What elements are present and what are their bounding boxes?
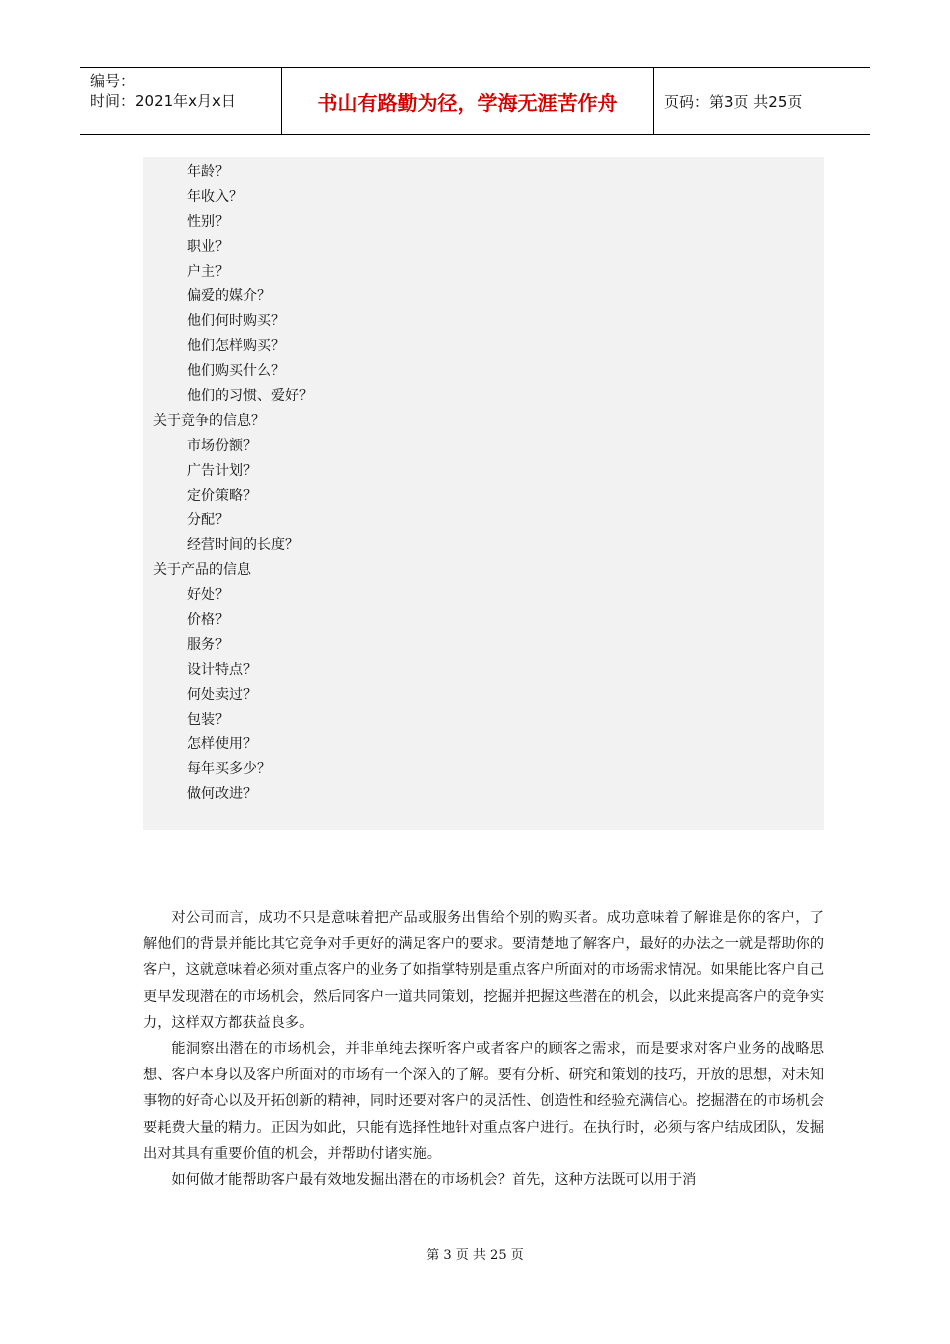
list-item: 性别？ xyxy=(187,213,229,230)
list-item: 何处卖过？ xyxy=(187,686,257,703)
list-item: 服务？ xyxy=(187,636,229,653)
document-date: 时间：2021年x月x日 xyxy=(90,92,236,110)
header-motto: 书山有路勤为径，学海无涯苦作舟 xyxy=(282,68,654,134)
header-page-number: 页码：第3页 共25页 xyxy=(664,92,803,111)
header-meta-cell xyxy=(80,68,282,134)
list-item: 每年买多少？ xyxy=(187,761,271,778)
list-item: 广告计划？ xyxy=(187,462,257,479)
list-item: 偏爱的媒介？ xyxy=(187,288,271,305)
list-item: 户主？ xyxy=(187,263,229,280)
list-item: 他们的习惯、爱好？ xyxy=(187,388,313,405)
document-number-label: 编号： xyxy=(90,72,136,90)
body-text xyxy=(143,905,824,1193)
page-footer: 第 3 页 共 25 页 xyxy=(426,1248,524,1263)
list-item: 经营时间的长度？ xyxy=(187,537,299,554)
list-item: 分配？ xyxy=(187,512,229,529)
paragraph: 如何做才能帮助客户最有效地发掘出潜在的市场机会？首先，这种方法既可以用于消 xyxy=(171,1172,697,1189)
list-item: 好处？ xyxy=(187,587,229,604)
list-item: 设计特点？ xyxy=(187,661,257,678)
list-section-heading: 关于产品的信息 xyxy=(153,562,251,579)
list-item: 价格？ xyxy=(187,612,229,629)
list-item: 他们购买什么？ xyxy=(187,363,285,380)
list-item: 职业？ xyxy=(187,238,229,255)
list-item: 怎样使用？ xyxy=(187,736,257,753)
list-item: 定价策略？ xyxy=(187,487,257,504)
question-list-box xyxy=(143,157,824,830)
paragraph: 能洞察出潜在的市场机会，并非单纯去探听客户或者客户的顾客之需求，而是要求对客户业务的战略思想、客户本身以及客户所面对的市场有一个深入的了解。要有分析、研究和策划的技巧，开放的思想，对未知事物的好奇心以及开拓创新的精神，同时还要对客户的灵活性、创造性和经验充满信心。挖掘潜在的市场机会要耗费大量的精力。正因为如此，只能有选择性地针对重点客户进行。在执行时，必须与客户结成团队，发掘出对其具有重要价值的机会，并帮助付诸实施。 xyxy=(143,1041,825,1162)
list-item: 年收入？ xyxy=(187,188,243,205)
list-item: 他们何时购买？ xyxy=(187,313,285,330)
list-section-heading: 关于竞争的信息？ xyxy=(153,412,265,429)
list-item: 市场份额？ xyxy=(187,437,257,454)
list-item: 他们怎样购买？ xyxy=(187,338,285,355)
list-item: 年龄？ xyxy=(187,164,229,180)
header-table xyxy=(80,67,870,135)
list-item: 包装？ xyxy=(187,711,229,728)
paragraph: 对公司而言，成功不只是意味着把产品或服务出售给个别的购买者。成功意味着了解谁是你的客户，了解他们的背景并能比其它竞争对手更好的满足客户的要求。要清楚地了解客户，最好的办法之一就是帮助你的客户，这就意味着必须对重点客户的业务了如指掌特别是重点客户所面对的市场需求情况。如果能比客户自己更早发现潜在的市场机会，然后同客户一道共同策划，挖掘并把握这些潜在的机会，以此来提高客户的竞争实力，这样双方都获益良多。 xyxy=(143,910,825,1031)
list-item: 做何改进？ xyxy=(187,786,257,803)
